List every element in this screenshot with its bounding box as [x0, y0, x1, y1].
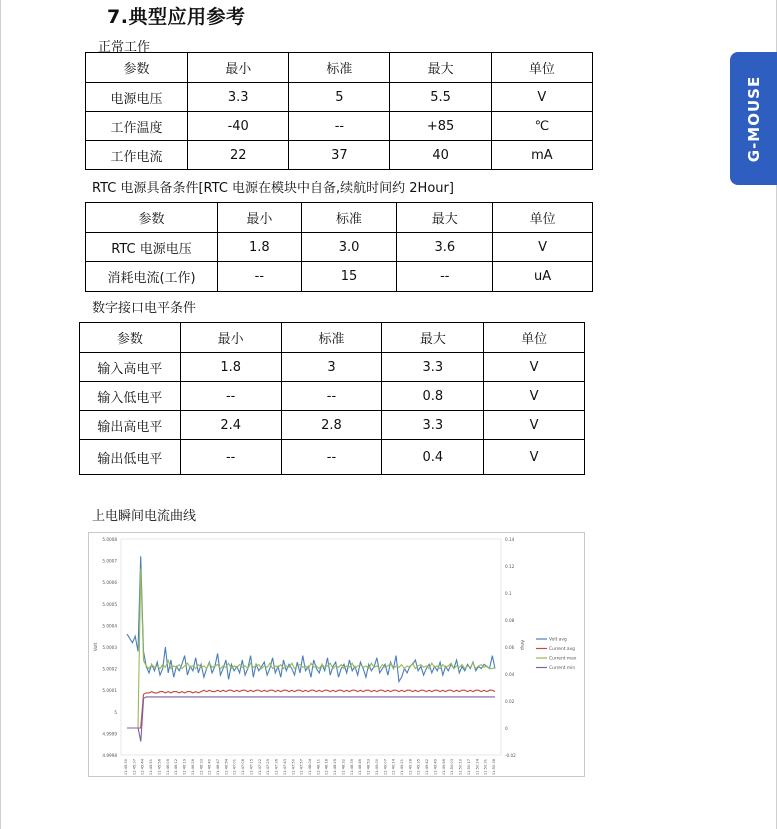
- y-tick-label: 5.0003: [102, 645, 117, 650]
- table-header-cell: 标准: [301, 203, 397, 233]
- x-tick-label: 11:48:32: [341, 759, 346, 776]
- x-tick-label: 11:48:46: [358, 759, 363, 776]
- table-cell: --: [397, 262, 493, 292]
- y2-tick-label: 0.1: [505, 591, 512, 596]
- table-header-cell: 单位: [493, 203, 593, 233]
- y-tick-label: 5.0008: [102, 537, 117, 542]
- x-tick-label: 11:45:44: [140, 759, 145, 776]
- rtc-table: [85, 202, 593, 292]
- table-cell: --: [180, 440, 281, 475]
- x-tick-label: 11:45:37: [132, 759, 137, 776]
- table-cell: --: [289, 112, 390, 141]
- section-title: 7.典型应用参考: [107, 6, 246, 28]
- series-line-1: [127, 690, 495, 728]
- table-cell: -40: [188, 112, 289, 141]
- table-row: [80, 382, 585, 411]
- table-cell: 3.3: [382, 353, 484, 382]
- table-cell: 37: [289, 141, 390, 170]
- x-tick-label: 11:47:57: [299, 759, 304, 776]
- table-cell: 输入低电平: [80, 382, 181, 411]
- x-tick-label: 11:48:04: [308, 759, 312, 776]
- x-tick-label: 11:50:17: [466, 759, 471, 776]
- legend-label: Current max: [549, 656, 577, 662]
- y2-tick-label: 0.06: [505, 645, 515, 650]
- table-header-cell: 标准: [281, 323, 382, 353]
- series-line-2: [127, 569, 495, 728]
- table-row: [86, 233, 593, 262]
- table-cell: --: [281, 382, 382, 411]
- x-tick-label: 11:50:10: [458, 759, 463, 776]
- rtc-caption: RTC 电源具备条件[RTC 电源在模块中自备,续航时间约 2Hour]: [92, 181, 454, 196]
- table-cell: 工作温度: [86, 112, 188, 141]
- x-tick-label: 11:47:15: [249, 759, 254, 776]
- normal-caption: 正常工作: [98, 40, 151, 55]
- table-row: [86, 83, 593, 112]
- x-tick-label: 11:47:50: [291, 759, 296, 776]
- y-tick-label: 5.0001: [102, 688, 117, 694]
- table-cell: 3: [281, 353, 382, 382]
- table-header-cell: 最大: [382, 323, 484, 353]
- table-cell: 5.5: [390, 83, 491, 112]
- table-header-cell: 最大: [397, 203, 493, 233]
- legend-label: Current min: [549, 666, 576, 672]
- y-tick-label: 4.9999: [102, 731, 117, 737]
- x-tick-label: 11:46:26: [190, 759, 195, 776]
- table-cell: 3.3: [188, 83, 289, 112]
- y-tick-label: 5.0002: [102, 666, 117, 672]
- legend-label: Volt avg: [549, 637, 567, 643]
- table-header-cell: 最小: [188, 53, 289, 83]
- x-tick-label: 11:50:03: [450, 759, 455, 776]
- y2-tick-label: 0.04: [505, 672, 515, 677]
- table-cell: --: [180, 382, 281, 411]
- x-tick-label: 11:49:14: [391, 759, 396, 776]
- table-cell: 1.8: [218, 233, 302, 262]
- table-cell: 5: [289, 83, 390, 112]
- y-tick-label: 4.9998: [102, 753, 117, 758]
- x-tick-label: 11:50:24: [475, 759, 480, 776]
- table-row: [86, 112, 593, 141]
- y2-tick-label: 0.14: [505, 537, 515, 542]
- table-cell: 40: [390, 141, 491, 170]
- y2-tick-label: 0.12: [505, 564, 515, 569]
- x-tick-label: 11:49:42: [425, 759, 430, 776]
- normal-table: [85, 52, 593, 170]
- table-cell: 0.4: [382, 440, 484, 475]
- table-header-cell: 单位: [491, 53, 592, 83]
- chart-caption: 上电瞬间电流曲线: [92, 509, 197, 524]
- table-header-cell: 标准: [289, 53, 390, 83]
- table-cell: 电源电压: [86, 83, 188, 112]
- table-header-row: [86, 53, 593, 83]
- y-tick-label: 5: [114, 709, 117, 715]
- table-cell: 输入高电平: [80, 353, 181, 382]
- x-tick-label: 11:49:56: [441, 759, 446, 776]
- y-tick-label: 5.0005: [102, 601, 117, 607]
- side-tab-label: G-MOUSE: [744, 75, 763, 162]
- table-header-cell: 单位: [484, 323, 585, 353]
- table-cell: V: [484, 353, 585, 382]
- table-cell: ℃: [491, 112, 592, 141]
- table-header-cell: 参数: [86, 53, 188, 83]
- x-tick-label: 11:49:21: [400, 759, 404, 776]
- table-cell: 2.8: [281, 411, 382, 440]
- table-cell: 3.6: [397, 233, 493, 262]
- table-cell: 消耗电流(工作): [86, 262, 218, 292]
- x-tick-label: 11:46:33: [199, 759, 204, 776]
- table-cell: --: [281, 440, 382, 475]
- table-header-row: [80, 323, 585, 353]
- plot-area: [121, 539, 501, 755]
- y-axis-label: Volt: [94, 642, 99, 652]
- x-tick-label: 11:49:28: [408, 759, 413, 776]
- table-row: [80, 411, 585, 440]
- table-cell: uA: [493, 262, 593, 292]
- y2-tick-label: 0: [505, 726, 508, 731]
- table-cell: 3.3: [382, 411, 484, 440]
- table-cell: --: [218, 262, 302, 292]
- table-cell: 输出高电平: [80, 411, 181, 440]
- x-tick-label: 11:50:38: [492, 759, 496, 776]
- x-tick-label: 11:47:29: [266, 759, 271, 776]
- x-tick-label: 11:48:11: [316, 759, 321, 776]
- chart-svg: [89, 533, 586, 778]
- table-cell: mA: [491, 141, 592, 170]
- table-row: [80, 440, 585, 475]
- table-header-cell: 最小: [218, 203, 302, 233]
- table-cell: V: [484, 382, 585, 411]
- x-tick-label: 11:47:08: [241, 759, 246, 776]
- x-tick-label: 11:47:22: [257, 759, 262, 776]
- x-tick-label: 11:46:54: [224, 759, 229, 776]
- side-tab: [730, 52, 777, 185]
- table-cell: +85: [390, 112, 491, 141]
- x-tick-label: 11:49:35: [416, 759, 421, 776]
- x-tick-label: 11:48:39: [349, 759, 354, 776]
- table-cell: 工作电流: [86, 141, 188, 170]
- x-tick-label: 11:48:18: [324, 759, 329, 776]
- table-cell: V: [484, 440, 585, 475]
- x-tick-label: 11:49:49: [433, 759, 438, 776]
- table-row: [86, 141, 593, 170]
- table-header-cell: 最大: [390, 53, 491, 83]
- x-tick-label: 11:45:30: [124, 759, 128, 776]
- power-on-current-chart: [88, 532, 585, 777]
- table-cell: 15: [301, 262, 397, 292]
- table-cell: 22: [188, 141, 289, 170]
- table-header-cell: 参数: [80, 323, 181, 353]
- table-cell: V: [493, 233, 593, 262]
- x-tick-label: 11:46:19: [182, 759, 187, 776]
- x-tick-label: 11:46:05: [165, 759, 170, 776]
- y2-tick-label: -0.02: [505, 753, 516, 758]
- table-header-cell: 最小: [180, 323, 281, 353]
- table-cell: 2.4: [180, 411, 281, 440]
- table-cell: V: [484, 411, 585, 440]
- y2-tick-label: 0.08: [505, 618, 515, 623]
- x-tick-label: 11:49:00: [374, 759, 379, 776]
- table-cell: V: [491, 83, 592, 112]
- table-cell: 0.8: [382, 382, 484, 411]
- x-tick-label: 11:48:25: [333, 759, 338, 776]
- x-tick-label: 11:50:31: [483, 759, 488, 776]
- x-tick-label: 11:48:53: [366, 759, 371, 776]
- table-row: [80, 353, 585, 382]
- x-tick-label: 11:47:36: [274, 759, 279, 776]
- digital-caption: 数字接口电平条件: [92, 301, 197, 316]
- table-cell: 3.0: [301, 233, 397, 262]
- series-line-3: [127, 697, 495, 742]
- y2-axis-label: Amp: [519, 639, 524, 651]
- x-tick-label: 11:46:47: [216, 759, 220, 776]
- x-tick-label: 11:45:58: [157, 759, 162, 776]
- y-tick-label: 5.0006: [102, 580, 117, 586]
- table-cell: RTC 电源电压: [86, 233, 218, 262]
- x-tick-label: 11:46:12: [174, 759, 179, 776]
- table-cell: 1.8: [180, 353, 281, 382]
- x-tick-label: 11:47:01: [232, 759, 237, 776]
- table-row: [86, 262, 593, 292]
- table-header-row: [86, 203, 593, 233]
- table-header-cell: 参数: [86, 203, 218, 233]
- y2-tick-label: 0.02: [505, 699, 515, 704]
- y-tick-label: 5.0004: [102, 623, 117, 629]
- x-tick-label: 11:45:51: [149, 759, 154, 776]
- x-tick-label: 11:49:07: [383, 759, 388, 776]
- x-tick-label: 11:46:40: [207, 759, 212, 776]
- digital-table: [79, 322, 585, 475]
- y-tick-label: 5.0007: [102, 558, 117, 564]
- table-cell: 输出低电平: [80, 440, 181, 475]
- x-tick-label: 11:47:43: [282, 759, 287, 776]
- legend-label: Current avg: [549, 647, 575, 653]
